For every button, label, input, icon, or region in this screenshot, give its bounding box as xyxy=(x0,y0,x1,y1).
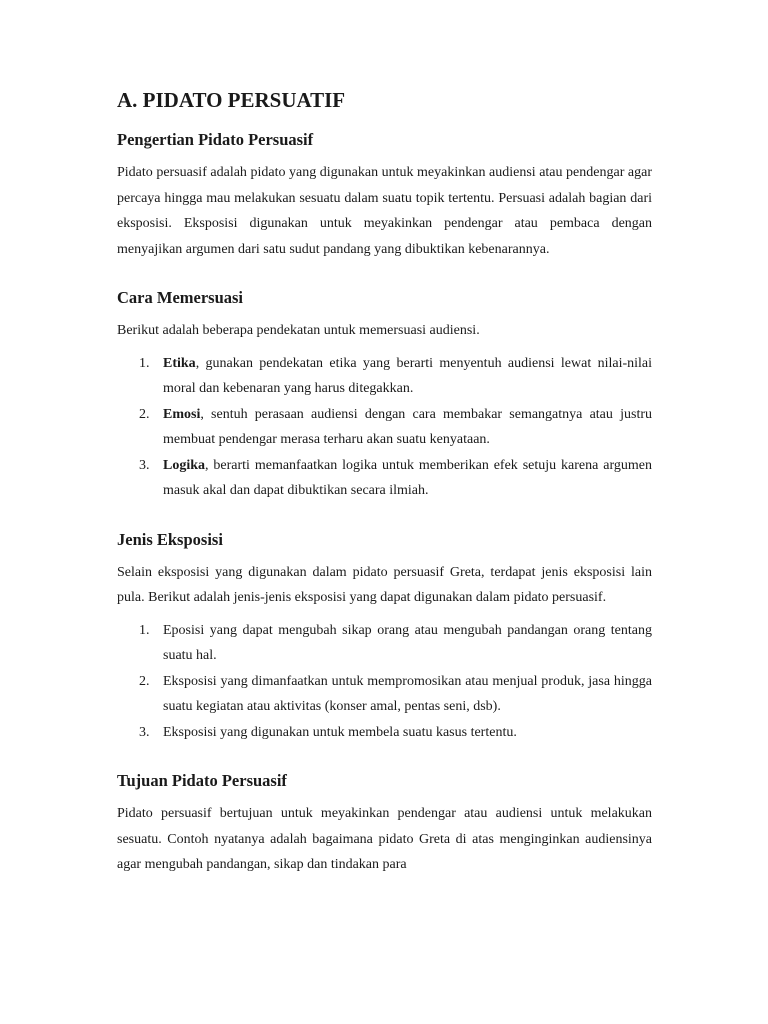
paragraph-jenis-intro: Selain eksposisi yang digunakan dalam pidato persuasif Greta, terdapat jenis eksposisi lain pula. Berikut adalah jenis-jenis eksposisi yang dapat digunakan dalam pidato persuasif. xyxy=(117,564,652,605)
list-item xyxy=(117,402,652,453)
section-heading-jenis: Jenis Eksposisi xyxy=(117,529,223,549)
list-item xyxy=(117,618,652,669)
paragraph-cara-intro: Berikut adalah beberapa pendekatan untuk memersuasi audiensi. xyxy=(117,323,480,338)
list-item-text: , berarti memanfaatkan logika untuk memberikan efek setuju karena argumen masuk akal dan dapat dibuktikan secara ilmiah. xyxy=(163,457,652,498)
document-content xyxy=(117,86,652,902)
section-pengertian xyxy=(117,128,652,262)
paragraph-tujuan: Pidato persuasif bertujuan untuk meyakinkan pendengar atau audiensi untuk melakukan sesuatu. Contoh nyatanya adalah bagaimana pidato Greta di atas menginginkan audiensinya agar mengubah pandangan, sikap dan tindakan para xyxy=(117,806,652,872)
section-heading-tujuan: Tujuan Pidato Persuasif xyxy=(117,771,287,790)
list-item-text: , sentuh perasaan audiensi dengan cara membakar semangatnya atau justru membuat pendengar merasa terharu akan suatu kenyataan. xyxy=(163,406,652,447)
paragraph-pengertian: Pidato persuasif adalah pidato yang digunakan untuk meyakinkan audiensi atau pendengar agar percaya hingga mau melakukan sesuatu dalam suatu topik tertentu. Persuasi adalah bagian dari eksposisi. Eksposisi digunakan untuk meyakinkan pendengar atau pembaca dengan menyajikan argumen dari satu sudut pandang yang dibuktikan kebenarannya. xyxy=(117,165,652,257)
list-item-number: 3. xyxy=(139,457,150,473)
document-title: A. PIDATO PERSUATIF xyxy=(117,88,346,112)
list-item xyxy=(117,720,652,746)
section-cara xyxy=(117,286,652,504)
list-item xyxy=(117,669,652,720)
list-item-number: 1. xyxy=(139,355,150,371)
list-item-number: 2. xyxy=(139,406,150,422)
list-item-term: Emosi xyxy=(163,406,201,422)
list-item-term: Logika xyxy=(163,457,206,473)
list-item-number: 3. xyxy=(139,724,150,740)
section-jenis xyxy=(117,528,652,746)
list-item-text: Eksposisi yang digunakan untuk membela suatu kasus tertentu. xyxy=(163,724,517,740)
list-item-text: Eposisi yang dapat mengubah sikap orang atau mengubah pandangan orang tentang suatu hal. xyxy=(163,622,652,663)
list-cara xyxy=(117,351,652,504)
section-tujuan xyxy=(117,769,652,878)
list-item-number: 2. xyxy=(139,673,150,689)
list-item-number: 1. xyxy=(139,622,150,638)
list-item-term: Etika xyxy=(163,355,196,371)
list-item xyxy=(117,453,652,504)
list-item xyxy=(117,351,652,402)
section-heading-pengertian: Pengertian Pidato Persuasif xyxy=(117,130,314,149)
list-item-text: , gunakan pendekatan etika yang berarti menyentuh audiensi lewat nilai-nilai moral dan kebenaran yang harus ditegakkan. xyxy=(163,355,652,396)
section-heading-cara: Cara Memersuasi xyxy=(117,288,244,307)
list-jenis xyxy=(117,618,652,746)
list-item-text: Eksposisi yang dimanfaatkan untuk mempromosikan atau menjual produk, jasa hingga suatu kegiatan atau aktivitas (konser amal, pentas seni, dsb). xyxy=(163,673,652,714)
